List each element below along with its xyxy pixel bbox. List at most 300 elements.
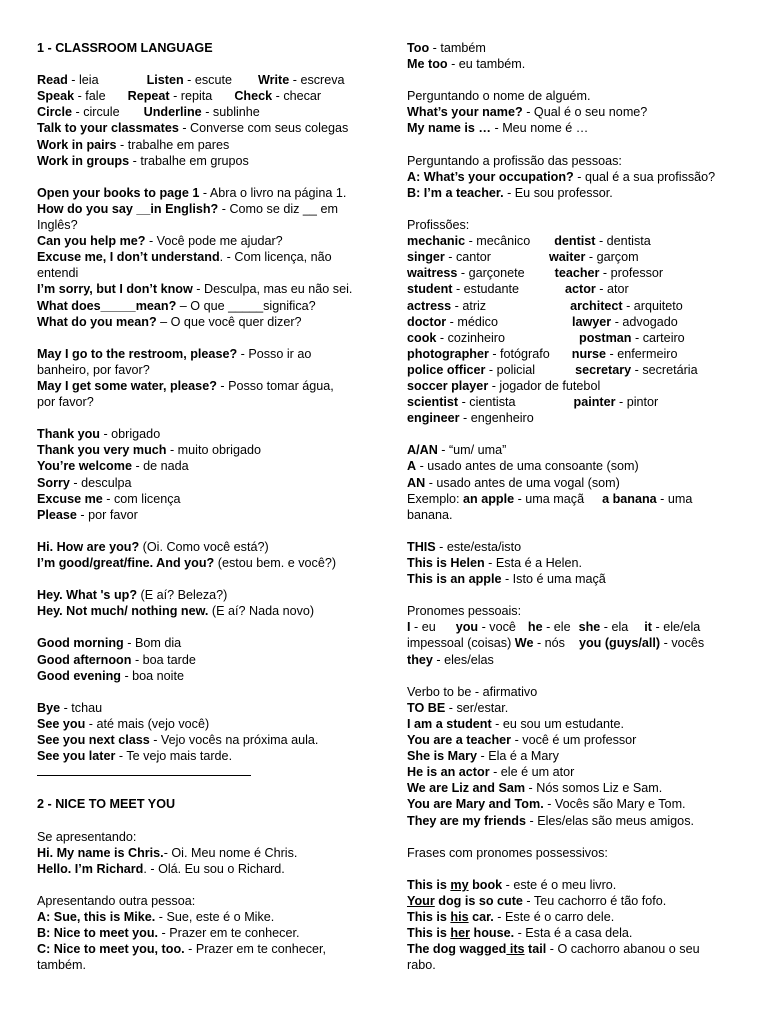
translation-text: - usado antes de uma vogal (som) [425,475,620,490]
translation-text: - policial [485,362,536,377]
text-line [37,668,375,684]
english-phrase: engineer [407,411,460,426]
text-line [37,233,375,249]
english-phrase: Talk to your classmates [37,121,179,136]
text-line [407,88,742,104]
text-line [37,185,375,201]
text-line [407,925,742,941]
text-line [37,120,375,136]
blank-line [37,780,375,796]
english-phrase: it [644,620,652,635]
text-line [407,845,742,861]
english-phrase: AN [407,475,426,490]
blank-line [407,861,742,877]
english-phrase: Good morning [37,636,124,651]
text-line [407,217,742,233]
text-line [407,314,742,330]
translation-text: - por favor [76,507,138,522]
text-line [37,88,375,104]
translation-text: por favor? [37,395,94,410]
text-line [407,893,742,909]
english-phrase: This is [407,910,451,925]
english-phrase: You are Mary and Tom. [407,797,544,812]
english-phrase: Too [407,41,430,55]
text-line [37,72,375,88]
text-line [407,635,742,651]
translation-text: - com licença [102,491,181,506]
translation-text: - qual é a sua profissão? [573,169,716,184]
translation-text: - enfermeiro [606,346,678,361]
text-line [37,394,375,410]
translation-text: (Oi. Como você está?) [139,539,269,554]
translation-text: banheiro, por favor? [37,362,150,377]
english-phrase: A: Sue, this is Mike. [37,910,156,925]
translation-text: - “um/ uma” [437,443,507,458]
text-line [37,635,375,651]
text-line [407,796,742,812]
english-phrase: He is an actor [407,765,490,780]
translation-text: – O que _____significa? [176,298,316,313]
text-line [37,748,375,764]
text-line [407,265,742,281]
text-line [37,40,375,56]
text-line [37,265,375,281]
english-phrase: house. [470,926,515,941]
text-line [407,378,742,394]
english-phrase: painter [573,395,616,410]
english-phrase: You are a teacher [407,733,512,748]
english-phrase: doctor [407,314,447,329]
translation-text: - O cachorro abanou o seu [546,942,700,957]
english-phrase: Hello. I’m Richard [37,861,144,876]
english-phrase: car. [468,910,494,925]
translation-text: - também [429,41,486,55]
translation-text: - Meu nome é … [491,121,589,136]
english-phrase: he [527,620,543,635]
blank-line [37,813,375,829]
english-phrase: scientist [407,395,459,410]
translation-text: - professor [599,266,664,281]
text-line [37,475,375,491]
translation-text: - muito obrigado [166,443,261,458]
translation-text: - este é o meu livro. [502,877,617,892]
text-line [407,104,742,120]
english-phrase: cook [407,330,437,345]
english-phrase: Speak [37,89,75,104]
translation-text: - trabalhe em pares [116,137,230,152]
english-phrase: dentist [554,234,596,249]
text-line [407,56,742,72]
text-line [37,137,375,153]
translation-text: - garçonete [457,266,525,281]
translation-text: rabo. [407,958,436,973]
translation-text: - você [478,620,516,635]
english-phrase: C: Nice to meet you, too. [37,942,185,957]
translation-text: - Te vejo mais tarde. [115,749,233,764]
translation-text: - você é um professor [511,733,637,748]
translation-text: Frases com pronomes possessivos: [407,845,608,860]
translation-text: - trabalhe em grupos [129,153,249,168]
text-line [37,362,375,378]
english-phrase: Underline [143,105,202,120]
english-phrase: 1 - CLASSROOM LANGUAGE [37,41,213,55]
text-line [37,893,375,909]
english-phrase: We are Liz and Sam [407,781,526,796]
translation-text: - uma [656,491,693,506]
english-phrase: police officer [407,362,486,377]
english-phrase: Excuse me [37,491,103,506]
blank-line [407,587,742,603]
translation-text: - Oi. Meu nome é Chris. [163,845,298,860]
text-line [37,378,375,394]
translation-text: - secretária [631,362,698,377]
blank-line [407,201,742,217]
translation-text: - Vocês são Mary e Tom. [543,797,686,812]
english-phrase: Hey. What 's up? [37,588,138,603]
section-divider [37,764,251,776]
translation-text: Se apresentando: [37,829,137,844]
translation-text: - Eu sou professor. [503,185,613,200]
translation-text: Profissões: [407,218,470,233]
blank-line [37,56,375,72]
translation-text: entendi [37,266,79,281]
blank-line [37,330,375,346]
translation-text: - atriz [451,298,487,313]
text-line [407,603,742,619]
english-phrase: architect [570,298,623,313]
text-line [407,539,742,555]
text-line [37,201,375,217]
text-line [407,458,742,474]
english-phrase: TO BE [407,700,446,715]
text-line [407,732,742,748]
translation-text: - Prazer em te conhecer. [158,926,300,941]
english-phrase [506,942,524,956]
translation-text: Pronomes pessoais: [407,604,522,619]
text-line [407,716,742,732]
translation-text: - repita [169,89,213,104]
english-phrase: I [407,620,411,635]
text-line [37,652,375,668]
blank-line [407,137,742,153]
english-phrase: May I go to the restroom, please? [37,346,238,361]
translation-text: - usado antes de uma consoante (som) [416,459,639,474]
english-phrase: This is [407,926,451,941]
translation-text: Perguntando o nome de alguém. [407,89,591,104]
text-line [407,700,742,716]
english-phrase [407,894,435,908]
translation-text: - escute [183,73,232,88]
text-line [407,475,742,491]
english-phrase: Work in pairs [37,137,117,152]
translation-text: - tchau [60,700,103,715]
english-phrase: photographer [407,346,489,361]
text-line [37,153,375,169]
blank-line [37,684,375,700]
blank-line [37,169,375,185]
text-line [407,169,742,185]
english-phrase: Hi. My name is Chris. [37,845,164,860]
english-phrase: I’m sorry, but I don’t know [37,282,193,297]
english-phrase: This is an apple [407,572,502,587]
translation-text: - de nada [131,459,189,474]
english-phrase: Read [37,73,68,88]
english-phrase: See you [37,716,86,731]
english-phrase: Repeat [127,89,170,104]
text-line [37,587,375,603]
text-line [407,507,742,523]
english-phrase: A/AN [407,443,438,458]
blank-line [407,523,742,539]
text-line [407,185,742,201]
translation-text: - Este é o carro dele. [493,910,615,925]
translation-text: - boa noite [120,668,184,683]
text-line [407,40,742,56]
translation-text: - eu também. [447,57,526,72]
english-phrase: What’s your name? [407,105,523,120]
english-phrase: you (guys/all) [578,636,661,651]
translation-text: - Teu cachorro é tão fofo. [522,893,667,908]
translation-text: Apresentando outra pessoa: [37,893,196,908]
translation-text: - Esta é a casa dela. [514,926,633,941]
english-phrase: tail [524,942,547,957]
text-line [407,619,742,635]
text-line [407,652,742,668]
translation-text: (estou bem. e você?) [214,556,337,570]
translation-text: - ser/estar. [445,700,509,715]
translation-text: - ele [542,620,571,635]
text-line [407,748,742,764]
text-line [37,909,375,925]
text-line [37,281,375,297]
english-phrase: teacher [554,266,600,281]
translation-text: - ele/ela [652,620,701,635]
english-phrase: This is [407,877,451,892]
text-line [37,603,375,619]
text-line [37,217,375,233]
translation-text: - este/esta/isto [435,539,522,554]
english-phrase: dog is so cute [434,893,523,908]
text-line [407,298,742,314]
english-phrase: Circle [37,105,73,120]
english-phrase: Open your books to page 1 [37,185,200,200]
english-phrase: you [455,620,479,635]
english-phrase: My name is … [407,121,491,136]
translation-text: - até mais (vejo você) [85,716,210,731]
translation-text: banana. [407,507,453,522]
english-phrase: singer [407,250,445,265]
text-line [37,861,375,877]
translation-text: - engenheiro [459,411,534,426]
text-line [407,120,742,136]
blank-line [407,668,742,684]
english-phrase: Bye [37,700,61,715]
underlined-word: Your [407,893,435,908]
translation-text: Verbo to be - afirmativo [407,684,538,699]
translation-text: - sublinhe [201,105,260,120]
text-line [37,555,375,571]
english-phrase: nurse [571,346,607,361]
text-line [37,957,375,973]
translation-text: - Eles/elas são meus amigos. [526,813,694,828]
english-phrase: lawyer [571,314,612,329]
translation-text: - escreva [289,73,345,88]
english-phrase: an apple [463,491,515,506]
text-line [37,925,375,941]
english-phrase: How do you say __in English? [37,201,219,216]
translation-text: - cantor [444,250,491,265]
english-phrase: 2 - NICE TO MEET YOU [37,797,176,812]
english-phrase: You’re welcome [37,459,132,474]
translation-text: - Posso tomar água, [216,378,334,393]
english-phrase: book [468,877,503,892]
english-phrase: mechanic [407,234,466,249]
text-line [407,394,742,410]
english-phrase: they [407,652,433,667]
text-line [407,281,742,297]
text-line [407,249,742,265]
translation-text: - ele é um ator [489,765,575,780]
text-line [37,314,375,330]
translation-text: - Ela é a Mary [477,749,559,764]
text-line [37,249,375,265]
text-line [407,571,742,587]
english-phrase: This is Helen [407,556,485,570]
english-phrase: actor [565,282,596,297]
translation-text: - vocês [660,636,705,651]
translation-text: - mecânico [465,234,531,249]
text-line [37,700,375,716]
translation-text: . - Com licença, não [219,250,332,265]
english-phrase: See you later [37,749,116,764]
english-phrase: Work in groups [37,153,130,168]
english-phrase: Thank you very much [37,443,167,458]
english-phrase: What does_____mean? [37,298,177,313]
translation-text: - checar [272,89,322,104]
translation-text: - eu sou um estudante. [491,716,625,731]
blank-line [407,72,742,88]
english-phrase: Me too [407,57,448,72]
translation-text: (E aí? Nada novo) [208,604,315,619]
text-line [37,104,375,120]
text-line [407,153,742,169]
translation-text: - Isto é uma maçã [501,572,606,587]
english-phrase: A [407,459,417,474]
english-phrase: Good evening [37,668,121,683]
translation-text: Perguntando a profissão das pessoas: [407,153,622,168]
english-phrase: Sorry [37,475,70,490]
translation-text: - pintor [615,395,659,410]
translation-text: - arquiteto [622,298,683,313]
text-line [37,845,375,861]
english-phrase: Thank you [37,427,100,442]
translation-text: Exemplo: [407,491,463,506]
english-phrase: I am a student [407,716,492,731]
text-line [407,957,742,973]
underlined-word: its [506,942,525,957]
blank-line [407,426,742,442]
translation-text: - Sue, este é o Mike. [155,910,275,925]
text-line [37,796,375,812]
blank-line [37,571,375,587]
english-phrase: soccer player [407,378,489,393]
right-column [407,40,742,973]
text-line [407,555,742,571]
translation-text: - Abra o livro na página 1. [199,185,347,200]
english-phrase: postman [579,330,632,345]
translation-text: - uma maçã [514,491,585,506]
translation-text: - médico [446,314,498,329]
translation-text: também. [37,958,86,973]
english-phrase [450,878,468,892]
translation-text: - fotógrafo [488,346,550,361]
text-line [37,941,375,957]
underlined-word: my [450,877,469,892]
english-phrase: student [407,282,453,297]
text-line [407,410,742,426]
text-line [407,941,742,957]
text-line [37,426,375,442]
blank-line [37,877,375,893]
underlined-word: his [450,910,469,925]
english-phrase: I’m good/great/fine. And you? [37,556,215,570]
translation-text: - Como se diz __ em [218,201,338,216]
english-phrase: B: Nice to meet you. [37,926,159,941]
english-phrase: waitress [407,266,458,281]
english-phrase: a banana [602,491,657,506]
english-phrase: The dog wagged [407,942,507,957]
text-line [407,877,742,893]
text-line [407,764,742,780]
english-phrase [450,910,468,924]
blank-line [37,523,375,539]
translation-text: - fale [74,89,106,104]
translation-text: (E aí? Beleza?) [137,588,228,603]
text-line [407,330,742,346]
english-phrase: Can you help me? [37,234,146,249]
translation-text: - leia [67,73,99,88]
translation-text: - obrigado [99,427,161,442]
blank-line [37,410,375,426]
translation-text: impessoal (coisas) [407,636,515,651]
text-line [37,458,375,474]
translation-text: - Prazer em te conhecer, [184,942,327,957]
translation-text: - Posso ir ao [237,346,312,361]
translation-text: - cozinheiro [436,330,506,345]
english-phrase: A: What’s your occupation? [407,169,574,184]
english-phrase: Hi. How are you? [37,539,140,554]
english-phrase: Write [257,73,290,88]
blank-line [37,619,375,635]
text-line [407,233,742,249]
translation-text: – O que você quer dizer? [156,314,302,329]
left-column [37,40,375,973]
translation-text: - ela [600,620,629,635]
text-line [407,362,742,378]
text-line [407,909,742,925]
translation-text: . - Olá. Eu sou o Richard. [143,861,285,876]
english-phrase: she [578,620,601,635]
english-phrase: Excuse me, I don’t understand [37,250,220,265]
translation-text: - circule [72,105,120,120]
english-phrase: They are my friends [407,813,526,828]
translation-text: - boa tarde [131,652,196,667]
english-phrase: See you next class [37,733,150,748]
text-line [407,813,742,829]
text-line [37,539,375,555]
english-phrase: waiter [549,250,586,265]
text-line [37,491,375,507]
